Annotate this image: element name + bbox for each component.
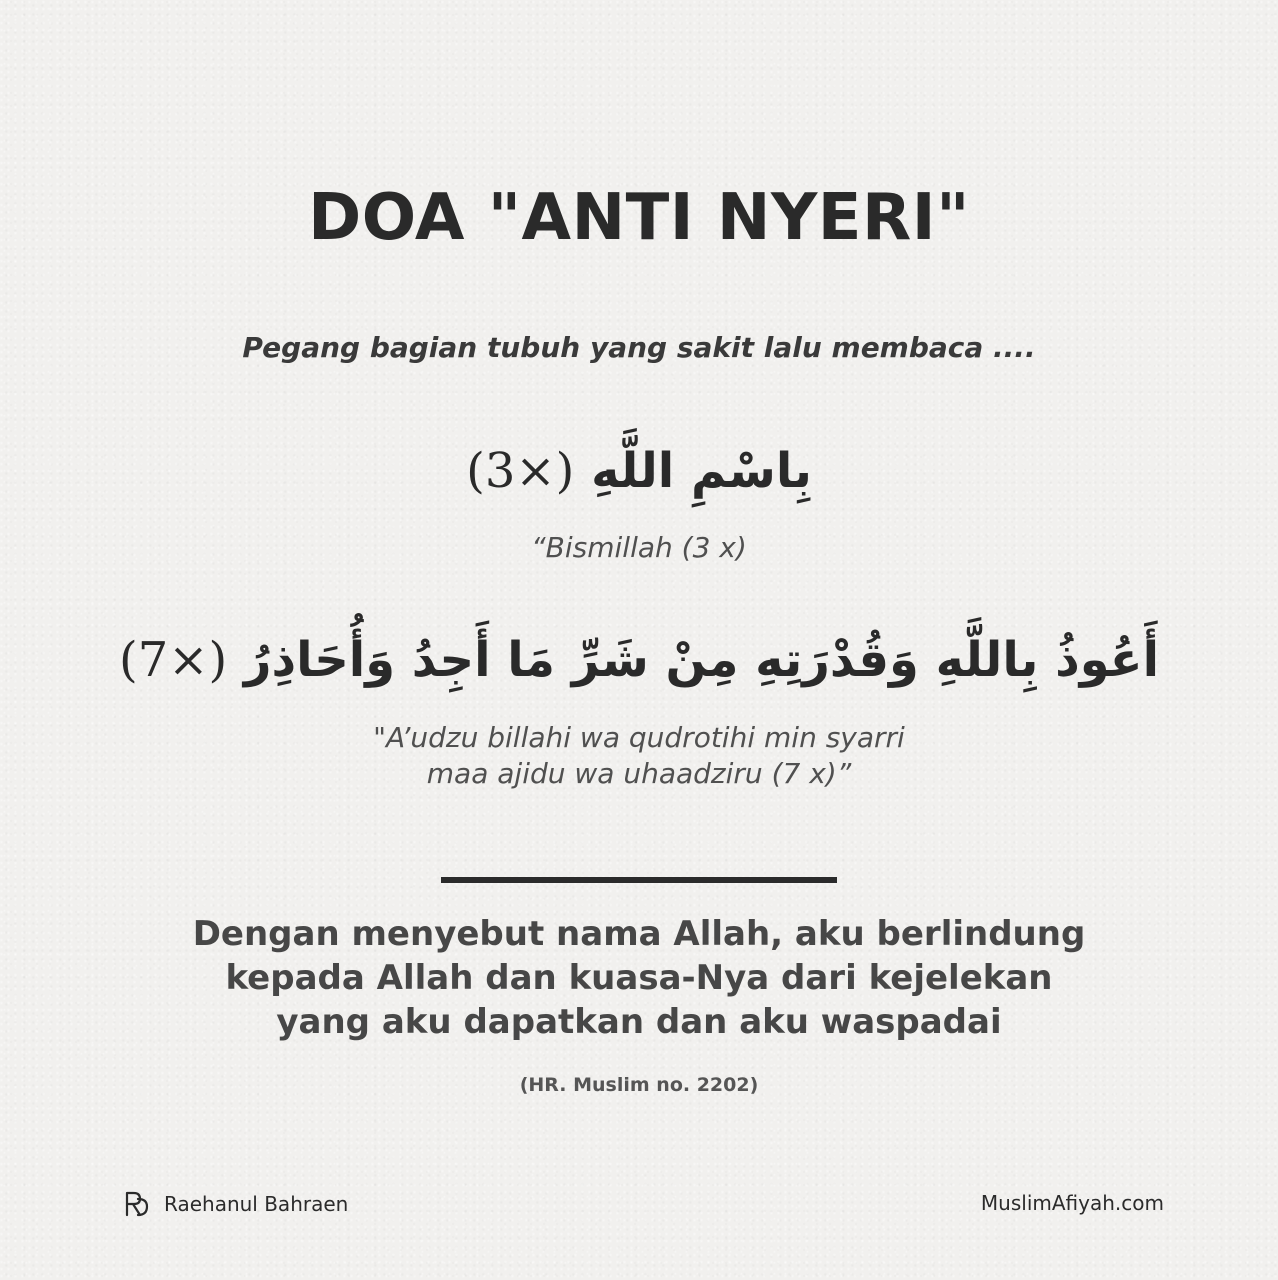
- arabic-prayer-bismillah: [0, 436, 1278, 506]
- author-credit: [122, 1186, 348, 1222]
- repeat-count: (×3): [466, 443, 575, 499]
- arabic-text: أَعُوذُ بِاللَّهِ وَقُدْرَتِهِ مِنْ شَرِّ مَا أَجِدُ وَأُحَاذِرُ: [243, 632, 1160, 688]
- transliteration-line: "A’udzu billahi wa qudrotihi min syarri: [373, 721, 905, 754]
- page-title: DOA "ANTI NYERI": [308, 181, 970, 255]
- website-link[interactable]: MuslimAfiyah.com: [980, 1191, 1164, 1215]
- meaning-line: Dengan menyebut nama Allah, aku berlindung: [192, 914, 1086, 954]
- meaning-text: [0, 912, 1278, 1044]
- divider: [441, 877, 837, 883]
- instruction-text: Pegang bagian tubuh yang sakit lalu membaca ....: [242, 331, 1036, 364]
- meaning-line: kepada Allah dan kuasa-Nya dari kejelekan: [225, 958, 1053, 998]
- repeat-count: (×7): [118, 632, 228, 688]
- rb-monogram-icon: [122, 1189, 152, 1219]
- transliteration-bismillah: “Bismillah (3 x): [531, 531, 747, 564]
- meaning-line: yang aku dapatkan dan aku waspadai: [276, 1002, 1002, 1042]
- author-name: Raehanul Bahraen: [164, 1192, 349, 1216]
- transliteration-line: maa ajidu wa uhaadziru (7 x)”: [426, 757, 852, 790]
- transliteration-audzu: [0, 720, 1278, 792]
- arabic-prayer-audzu: [0, 620, 1278, 700]
- arabic-text: بِاسْمِ اللَّهِ: [591, 443, 812, 499]
- hadith-source: (HR. Muslim no. 2202): [519, 1074, 759, 1096]
